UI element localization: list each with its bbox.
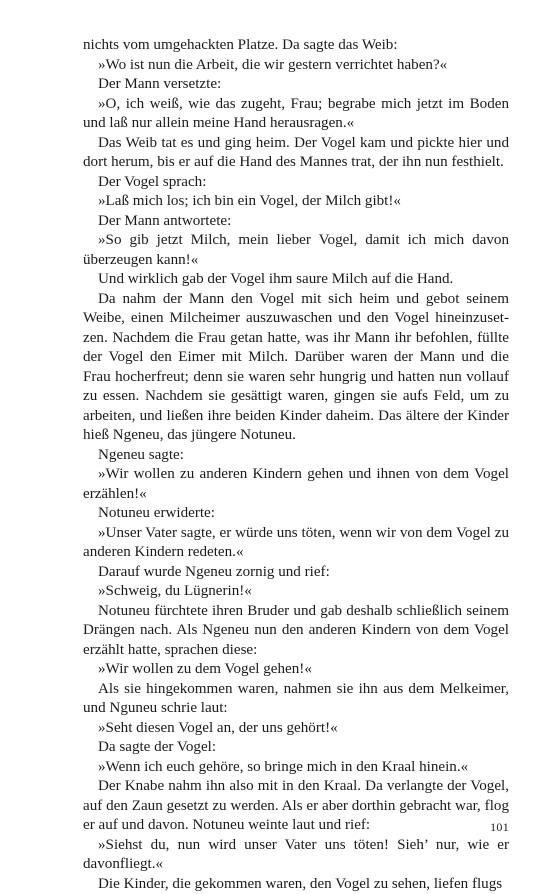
paragraph: Der Knabe nahm ihn also mit in den Kraal. Da verlangte der Vogel, auf den Zaun gesetzt zu werden. Als er aber dorthin gebracht war, flog er auf und davon. Notuneu weinte laut und rief: [83,777,509,836]
paragraph: Da sagte der Vogel: [83,738,509,758]
paragraph: »Unser Vater sagte, er würde uns töten, wenn wir von dem Vogel zu anderen Kindern redeten.« [83,524,509,563]
paragraph: Das Weib tat es und ging heim. Der Vogel kam und pickte hier und dort herum, bis er auf die Hand des Mannes trat, der ihn nun festhielt. [83,134,509,173]
paragraph: Der Mann antwortete: [83,212,509,232]
paragraph: »Seht diesen Vogel an, der uns gehört!« [83,719,509,739]
paragraph: Und wirklich gab der Vogel ihm saure Milch auf die Hand. [83,270,509,290]
paragraph: Als sie hingekommen waren, nahmen sie ihn aus dem Melkeimer, und Nguneu schrie laut: [83,680,509,719]
paragraph: Da nahm der Mann den Vogel mit sich heim und gebot seinem Weibe, einen Milcheimer auszuwaschen und den Vogel hineinzusetzen. Nachdem die Frau getan hatte, was ihr Mann ihr befohlen, füllte der Vogel den Eimer mit Milch. Darüber waren der Mann und die Frau hocherfreut; denn sie waren sehr hungrig und hatten nun vollauf zu essen. Nachdem sie gesättigt waren, gingen sie aufs Feld, um zu arbeiten, und ließen ihre beiden Kinder daheim. Das ältere der Kinder hieß Ngeneu, das jüngere Notuneu. [83,290,509,446]
paragraph: »Wir wollen zu anderen Kindern gehen und ihnen von dem Vogel erzählen!« [83,465,509,504]
paragraph: »O, ich weiß, wie das zugeht, Frau; begrabe mich jetzt im Boden und laß nur allein meine Hand herausragen.« [83,95,509,134]
paragraph: »Schweig, du Lügnerin!« [83,582,509,602]
paragraph: Darauf wurde Ngeneu zornig und rief: [83,563,509,583]
paragraph: Die Kinder, die gekommen waren, den Vogel zu sehen, liefen flugs [83,875,509,894]
paragraph: Notuneu erwiderte: [83,504,509,524]
paragraph: nichts vom umgehackten Platze. Da sagte das Weib: [83,36,509,56]
paragraph: »So gib jetzt Milch, mein lieber Vogel, damit ich mich davon überzeugen kann!« [83,231,509,270]
paragraph: »Siehst du, nun wird unser Vater uns töten! Sieh’ nur, wie er davonfliegt.« [83,836,509,875]
story-text [83,36,509,894]
page-number: 101 [490,820,509,835]
paragraph: »Wenn ich euch gehöre, so bringe mich in den Kraal hinein.« [83,758,509,778]
paragraph: Ngeneu sagte: [83,446,509,466]
paragraph: »Wo ist nun die Arbeit, die wir gestern verrichtet haben?« [83,56,509,76]
paragraph: »Laß mich los; ich bin ein Vogel, der Milch gibt!« [83,192,509,212]
paragraph: Der Vogel sprach: [83,173,509,193]
paragraph: Notuneu fürchtete ihren Bruder und gab deshalb schließlich seinem Drängen nach. Als Ngeneu nun den anderen Kindern von dem Vogel erzählt hatte, sprachen diese: [83,602,509,661]
page-body [83,36,509,894]
paragraph: »Wir wollen zu dem Vogel gehen!« [83,660,509,680]
paragraph: Der Mann versetzte: [83,75,509,95]
